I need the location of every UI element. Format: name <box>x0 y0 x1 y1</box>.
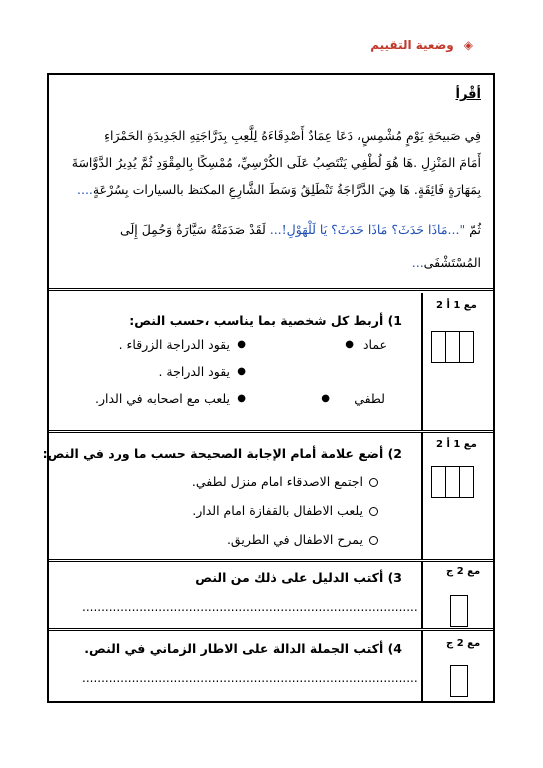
q1-name-1: عماد <box>362 337 387 352</box>
q3-answer-line[interactable]: ........................................................................................ <box>82 600 418 614</box>
q1-bullet: ● <box>237 366 246 377</box>
reading-line-4-end: لَقَدْ صَدَمَتْهُ سَيَّارَةٌ وَحُمِلَ إِلَى <box>120 222 270 237</box>
q2-separator <box>421 433 423 559</box>
reading-quote: "...مَاذَا حَدَثَ؟ مَاذَا حَدَثَ؟ يَا لَلْهَوْلِ!... <box>269 222 466 237</box>
divider <box>49 628 493 631</box>
q3-separator <box>421 562 423 628</box>
divider <box>49 430 493 433</box>
q1-score: مع 1 أ 2 <box>436 300 477 311</box>
divider <box>49 559 493 562</box>
reading-title: أقْرأ <box>455 87 481 102</box>
reading-ellipsis: ... <box>411 255 424 270</box>
reading-line-2: أَمَامَ المَنْزِلِ .هَا هُوَ لُطْفِي يَنْتَصِبُ عَلَى الكُرْسِيِّ، مُمْسِكًا بِالمِقْوَدِ ثُمَّ يُدِيرُ الدَّوَّاسَةَ <box>71 155 481 170</box>
q1-bullet: ● <box>345 339 354 350</box>
q1-separator <box>421 293 423 430</box>
q1-title: 1) أربط كل شخصية بما يناسب ،حسب النص: <box>129 313 402 328</box>
q2-option-1 <box>192 474 378 489</box>
q2-option-3-label: يمرح الاطفال في الطريق. <box>226 532 363 547</box>
q1-name-2: لطفي <box>354 391 385 406</box>
reading-line-5-text: المُسْتَشْفَى <box>423 255 481 270</box>
reading-line-3-text: بِمَهَارَةٍ فَائِقَةٍ. هَا هِيَ الدَّرَّاجَةُ تَنْطَلِقُ وَسَطَ الشَّارِعِ المكتظ بالسيارات بِسُرْعَةٍ <box>92 182 481 197</box>
q4-score: مع 2 ج <box>446 638 481 649</box>
reading-line-3 <box>77 182 481 197</box>
page-header <box>370 38 473 52</box>
header-title: وضعية التقييم <box>370 38 454 52</box>
reading-line-4 <box>120 222 481 237</box>
reading-line-5 <box>412 255 481 270</box>
q2-score: مع 1 أ 2 <box>436 439 477 450</box>
q2-score-boxes <box>431 466 474 498</box>
reading-section <box>49 75 493 291</box>
diamond-icon: ◈ <box>463 38 473 52</box>
q1-option-2: يقود الدراجة . <box>158 364 230 379</box>
q1-bullet: ● <box>321 393 330 404</box>
q4-separator <box>421 631 423 701</box>
reading-line-4-start: ثُمّ <box>465 222 481 237</box>
radio-circle-icon <box>369 478 378 487</box>
q2-option-2 <box>192 503 378 518</box>
q3-score-box <box>450 595 468 627</box>
reading-line-1: فِي صَبيحَةِ يَوْمٍ مُشْمِسٍ، دَعَا عِمَادٌ أَصْدِقَاءَهُ لِلَّعِبِ بِدَرَّاجَتِهِ الجَدِيدَةِ الحَمْرَاءِ <box>104 128 481 143</box>
q2-option-3 <box>227 532 378 547</box>
q4-score-box <box>450 665 468 697</box>
q1-bullet: ● <box>237 339 246 350</box>
q1-bullet: ● <box>237 393 246 404</box>
q1-score-boxes <box>431 331 474 363</box>
q2-option-1-label: اجتمع الاصدقاء امام منزل لطفي. <box>191 474 363 489</box>
q2-title: 2) أضع علامة أمام الإجابة الصحيحة حسب ما ورد في النص: <box>42 446 402 461</box>
q1-option-1: يقود الدراجة الزرقاء . <box>118 337 230 352</box>
q3-title: 3) أكتب الدليل على ذلك من النص <box>195 570 402 585</box>
q2-option-2-label: يلعب الاطفال بالقفازة امام الدار. <box>192 503 363 518</box>
q1-option-3: يلعب مع اصحابه في الدار. <box>94 391 230 406</box>
q4-title: 4) أكتب الجملة الدالة على الاطار الزماني في النص. <box>84 641 402 656</box>
radio-circle-icon <box>369 507 378 516</box>
reading-ellipsis: .... <box>77 182 93 197</box>
radio-circle-icon <box>369 536 378 545</box>
q3-score: مع 2 ج <box>446 566 481 577</box>
q4-answer-line[interactable]: ........................................................................................ <box>82 671 418 685</box>
